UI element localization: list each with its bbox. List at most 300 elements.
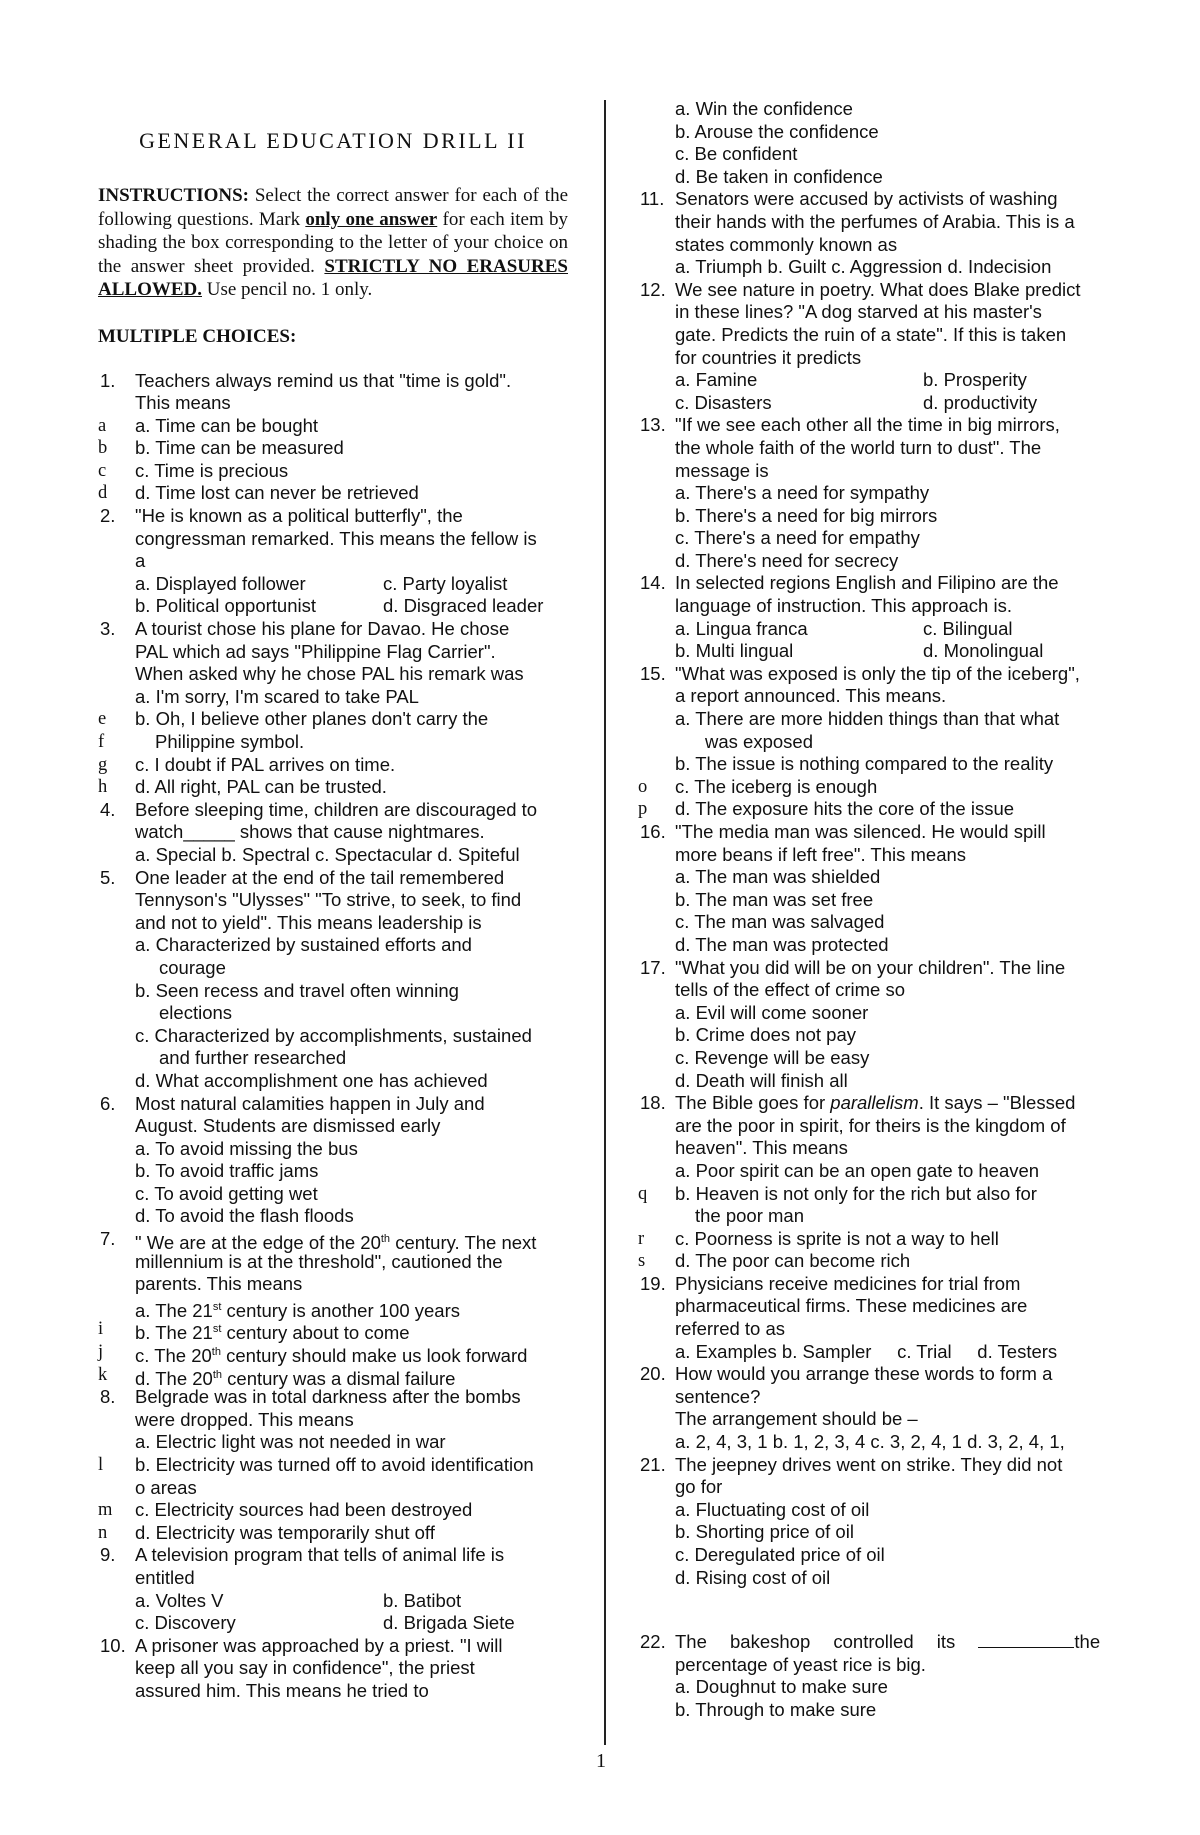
choice-text-part: b. The 21: [135, 1322, 213, 1344]
choice-text: a. Triumph b. Guilt c. Aggression d. Indecision: [675, 256, 1052, 278]
question-17: [638, 957, 1108, 980]
choice-row: [638, 1205, 1108, 1228]
choice-text: b. There's a need for big mirrors: [675, 504, 938, 526]
question-line: [638, 347, 1108, 370]
choice-row: [98, 934, 568, 957]
question-3: [98, 618, 568, 641]
question-18: [638, 1092, 1108, 1115]
choice-text: b. To avoid traffic jams: [135, 1160, 319, 1182]
question-line: [638, 301, 1108, 324]
choice-text: b. Arouse the confidence: [675, 120, 879, 142]
choice-text: c. Electricity sources had been destroyed: [135, 1499, 473, 1521]
choice-row: [638, 1521, 1108, 1544]
choice-text: a. There's a need for sympathy: [675, 482, 930, 504]
question-number: 7.: [100, 1228, 116, 1250]
choice-row: [638, 392, 1108, 415]
choice-text: a. Time can be bought: [135, 414, 319, 436]
superscript: th: [212, 1368, 223, 1381]
choice-pair: [675, 392, 1108, 415]
question-text: A television program that tells of animal life is: [135, 1544, 505, 1566]
choice-text: d. Monolingual: [923, 640, 1044, 662]
choice-row: [98, 844, 568, 867]
left-column: [98, 128, 568, 1703]
choice-row: [98, 731, 568, 754]
question-line: [98, 550, 568, 573]
choice-text: [675, 1341, 1108, 1364]
question-line: [638, 460, 1108, 483]
question-text: were dropped. This means: [135, 1408, 354, 1430]
choice-text: b. Batibot: [383, 1589, 462, 1611]
choice-text: d. Be taken in confidence: [675, 165, 883, 187]
margin-mark: j: [98, 1342, 104, 1363]
question-number: 6.: [100, 1092, 116, 1114]
choice-text: a. Doughnut to make sure: [675, 1676, 888, 1698]
choice-text: d. Disgraced leader: [383, 595, 544, 617]
question-line: [98, 1409, 568, 1432]
margin-mark: q: [638, 1183, 648, 1204]
margin-mark: e: [98, 709, 107, 730]
choice-text-part: c. The 20: [135, 1345, 212, 1367]
question-14: [638, 572, 1108, 595]
choice-row: [638, 143, 1108, 166]
choice-text-part: c. Trial: [897, 1340, 952, 1362]
margin-mark: g: [98, 754, 108, 775]
choice-row: [638, 1250, 1108, 1273]
question-text: Before sleeping time, children are discouraged to: [135, 798, 538, 820]
question-22: [638, 1631, 1108, 1654]
choice-text: a. Famine: [675, 369, 758, 391]
choice-row: [98, 573, 568, 596]
question-number: 1.: [100, 369, 116, 391]
question-text: Tennyson's "Ulysses" "To strive, to seek, to find: [135, 889, 522, 911]
choice-row: [638, 776, 1108, 799]
question-text: parents. This means: [135, 1273, 303, 1295]
margin-mark: i: [98, 1319, 104, 1340]
choice-row: [98, 1477, 568, 1500]
margin-mark: h: [98, 777, 108, 798]
choice-text: a. The man was shielded: [675, 866, 881, 888]
question-line: [638, 1476, 1108, 1499]
choice-text-part: century was a dismal failure: [227, 1367, 456, 1389]
choice-row: [638, 1228, 1108, 1251]
question-text: How would you arrange these words to form a: [675, 1363, 1053, 1385]
page-title: GENERAL EDUCATION DRILL II: [139, 128, 527, 153]
question-line: [98, 1251, 568, 1274]
choice-text: o areas: [135, 1476, 197, 1498]
question-9: [98, 1544, 568, 1567]
choice-row: [98, 1047, 568, 1070]
question-number: 4.: [100, 798, 116, 820]
margin-mark: s: [638, 1251, 646, 1272]
question-text: tells of the effect of crime so: [675, 979, 905, 1001]
question-number: 8.: [100, 1386, 116, 1408]
question-number: 2.: [100, 505, 116, 527]
choice-text-part: d. Testers: [977, 1340, 1058, 1362]
question-line: [638, 685, 1108, 708]
question-text: entitled: [135, 1566, 195, 1588]
question-number: 15.: [640, 662, 666, 684]
question-number: 21.: [640, 1453, 666, 1475]
question-line: [638, 1115, 1108, 1138]
choice-text: elections: [159, 1002, 233, 1024]
choice-text: b. Prosperity: [923, 369, 1027, 391]
choice-row: [98, 482, 568, 505]
choice-row: [98, 708, 568, 731]
question-text: congressman remarked. This means the fellow is: [135, 527, 537, 549]
question-text: This means: [135, 392, 231, 414]
choice-row: [638, 1431, 1108, 1454]
question-text: [675, 1092, 1108, 1115]
instructions-text-2: for each item by shading the box corresponding to the letter of your choice on the answer sheet provided.: [98, 208, 568, 277]
choice-text: c. To avoid getting wet: [135, 1182, 318, 1204]
choice-text: Philippine symbol.: [155, 731, 305, 752]
choice-row: [638, 1024, 1108, 1047]
question-number: 12.: [640, 278, 666, 300]
choice-text: a. Lingua franca: [675, 617, 808, 639]
question-number: 17.: [640, 956, 666, 978]
question-text: A tourist chose his plane for Davao. He chose: [135, 618, 510, 640]
choice-row: [98, 1296, 568, 1319]
choice-row: [638, 708, 1108, 731]
choice-text: c. Revenge will be easy: [675, 1046, 870, 1068]
question-text: keep all you say in confidence", the priest: [135, 1657, 475, 1679]
choice-text: a. Characterized by sustained efforts and: [135, 934, 472, 956]
choice-row: [638, 1183, 1108, 1206]
question-2: [98, 505, 568, 528]
choice-text: b. Political opportunist: [135, 595, 316, 617]
choice-text: b. Shorting price of oil: [675, 1521, 854, 1543]
question-13: [638, 414, 1108, 437]
choice-text: c. Poorness is sprite is not a way to hell: [675, 1227, 999, 1249]
choice-row: [638, 505, 1108, 528]
choice-text: d. Time lost can never be retrieved: [135, 482, 419, 504]
question-text: When asked why he chose PAL his remark was: [135, 663, 524, 685]
choice-text-part: century about to come: [226, 1322, 410, 1344]
question-text: We see nature in poetry. What does Blake predict: [675, 278, 1081, 300]
question-number: 22.: [640, 1631, 666, 1653]
question-text: gate. Predicts the ruin of a state". If this is taken: [675, 323, 1067, 345]
question-4: [98, 799, 568, 822]
choice-row: [638, 1499, 1108, 1522]
question-19: [638, 1273, 1108, 1296]
choice-row: [638, 798, 1108, 821]
question-line: [98, 1680, 568, 1703]
choice-text-part: a. Examples b. Sampler: [675, 1340, 872, 1362]
question-line: [638, 844, 1108, 867]
question-text: In selected regions English and Filipino are the: [675, 572, 1059, 594]
choice-text: b. Heaven is not only for the rich but also for: [675, 1182, 1037, 1204]
choice-text: c. Time is precious: [135, 459, 289, 481]
margin-mark: l: [98, 1455, 104, 1475]
choice-row: [638, 618, 1108, 641]
choice-row: [638, 482, 1108, 505]
question-line: [638, 1295, 1108, 1318]
superscript: th: [211, 1346, 221, 1359]
question-text: in these lines? "A dog starved at his master's: [675, 301, 1042, 323]
superscript: st: [212, 1300, 222, 1313]
question-text: "What you did will be on your children". The line: [675, 956, 1066, 978]
choice-row: [98, 1002, 568, 1025]
choice-row: [98, 776, 568, 799]
question-text: go for: [675, 1476, 723, 1498]
margin-mark: k: [98, 1364, 108, 1385]
choice-text: and further researched: [159, 1047, 347, 1069]
margin-mark: n: [98, 1522, 108, 1543]
choice-pair: [675, 618, 1108, 641]
choice-row: [638, 889, 1108, 912]
choice-text: c. Discovery: [135, 1612, 236, 1634]
question-21: [638, 1454, 1108, 1477]
choice-text: a. There are more hidden things than that what: [675, 708, 1060, 730]
question-text: Teachers always remind us that "time is gold".: [135, 369, 512, 391]
choice-text: d. The poor can become rich: [675, 1250, 911, 1272]
choice-row: [98, 460, 568, 483]
choice-text: b. The man was set free: [675, 888, 874, 910]
choice-pair: [675, 369, 1108, 392]
choice-text-part: century should make us look forward: [226, 1345, 528, 1367]
question-1: [98, 370, 568, 393]
choice-row: [98, 686, 568, 709]
choice-text: was exposed: [705, 730, 813, 752]
question-text: A prisoner was approached by a priest. "I will: [135, 1634, 503, 1656]
question-number: 20.: [640, 1363, 666, 1385]
choice-row: [98, 957, 568, 980]
question-text: PAL which ad says "Philippine Flag Carrier".: [135, 640, 496, 662]
choice-text-part: century is another 100 years: [226, 1300, 460, 1321]
question-5: [98, 867, 568, 890]
choice-row: [638, 1070, 1108, 1093]
superscript: th: [380, 1233, 391, 1246]
question-11: [638, 188, 1108, 211]
question-line: [98, 912, 568, 935]
question-line: [98, 641, 568, 664]
question-line: [638, 1137, 1108, 1160]
question-text: heaven". This means: [675, 1137, 848, 1159]
choice-row: [638, 1567, 1108, 1590]
choice-row: [98, 1364, 568, 1387]
choice-row: [638, 1047, 1108, 1070]
question-line: [98, 889, 568, 912]
choice-row: [638, 98, 1108, 121]
question-16: [638, 821, 1108, 844]
choice-text: d. There's need for secrecy: [675, 549, 899, 571]
instructions-strict: STRICTLY NO ERASURES ALLOWED.: [98, 255, 568, 300]
choice-pair: [675, 640, 1108, 663]
question-line: [638, 1654, 1108, 1677]
superscript: st: [212, 1323, 222, 1336]
question-text: pharmaceutical firms. These medicines are: [675, 1295, 1028, 1317]
question-line: [638, 324, 1108, 347]
question-text: percentage of yeast rice is big.: [675, 1653, 926, 1675]
question-number: 3.: [100, 618, 116, 640]
question-number: 11.: [640, 188, 665, 210]
instructions-label: INSTRUCTIONS:: [98, 185, 249, 206]
question-text: the whole faith of the world turn to dust". The: [675, 436, 1042, 458]
question-15: [638, 663, 1108, 686]
question-text-part: " We are at the edge of the 20: [135, 1232, 381, 1254]
question-line: [638, 979, 1108, 1002]
margin-mark: c: [98, 460, 107, 481]
question-text: millennium is at the threshold", cautioned the: [135, 1250, 503, 1272]
choice-row: [638, 550, 1108, 573]
margin-mark: a: [98, 415, 107, 436]
margin-mark: o: [638, 776, 648, 797]
choice-row: [98, 1205, 568, 1228]
question-number: 19.: [640, 1272, 666, 1294]
choice-row: [98, 1025, 568, 1048]
choice-text: a. Electric light was not needed in war: [135, 1431, 446, 1453]
question-text: Most natural calamities happen in July and: [135, 1092, 485, 1114]
question-line: [638, 234, 1108, 257]
question-8: [98, 1386, 568, 1409]
choice-row: [98, 754, 568, 777]
question-text: One leader at the end of the tail remembered: [135, 866, 505, 888]
question-line: [98, 392, 568, 415]
instructions: [98, 184, 568, 302]
question-20: [638, 1363, 1108, 1386]
choice-text: c. Be confident: [675, 143, 798, 165]
question-text: The arrangement should be –: [675, 1408, 918, 1430]
question-text: "If we see each other all the time in big mirrors,: [675, 414, 1060, 436]
choice-row: [98, 980, 568, 1003]
choice-text: a. To avoid missing the bus: [135, 1137, 358, 1159]
question-text: "What was exposed is only the tip of the iceberg",: [675, 662, 1080, 684]
choice-row: [98, 1341, 568, 1367]
question-text: are the poor in spirit, for theirs is the kingdom of: [675, 1114, 1066, 1136]
question-text: and not to yield". This means leadership is: [135, 911, 482, 933]
choice-row: [638, 369, 1108, 392]
choice-row: [98, 1183, 568, 1206]
question-10: [98, 1635, 568, 1658]
choice-row: [638, 1341, 1108, 1364]
choice-text-part: a. The 21: [135, 1300, 213, 1321]
question-text: a report announced. This means.: [675, 685, 947, 707]
choice-pair: [135, 1590, 568, 1613]
question-text: Senators were accused by activists of washing: [675, 188, 1058, 210]
choice-row: [638, 1676, 1108, 1699]
choice-row: [98, 1612, 568, 1635]
choice-row: [638, 166, 1108, 189]
right-column: [638, 98, 1108, 1722]
choice-row: [638, 753, 1108, 776]
question-number: 13.: [640, 414, 666, 436]
instructions-emphasis: only one answer: [305, 208, 438, 230]
choice-row: [98, 1318, 568, 1344]
choice-text: a. Special b. Spectral c. Spectacular d. Spiteful: [135, 843, 520, 865]
question-text: Belgrade was in total darkness after the bombs: [135, 1386, 521, 1408]
choice-text: a. Voltes V: [135, 1589, 224, 1611]
question-text-part: The Bible goes for: [675, 1092, 831, 1114]
question-text-part: the: [1074, 1631, 1101, 1653]
choice-pair: [135, 1612, 568, 1635]
choice-row: [638, 256, 1108, 279]
question-text: August. Students are dismissed early: [135, 1115, 441, 1137]
choice-row: [98, 1160, 568, 1183]
choice-text: b. Time can be measured: [135, 437, 344, 459]
choice-row: [638, 934, 1108, 957]
instructions-text-3: Use pencil no. 1 only.: [206, 279, 373, 300]
question-text: a: [135, 550, 146, 572]
choice-text: a. 2, 4, 3, 1 b. 1, 2, 3, 4 c. 3, 2, 4, 1 d. 3, 2, 4, 1,: [675, 1431, 1065, 1453]
question-line: [638, 1318, 1108, 1341]
choice-row: [98, 1070, 568, 1093]
section-heading: MULTIPLE CHOICES:: [98, 325, 297, 347]
question-text: assured him. This means he tried to: [135, 1679, 429, 1701]
question-text-part: . It says – "Blessed: [918, 1092, 1076, 1114]
question-text: for countries it predicts: [675, 346, 862, 368]
choice-row: [98, 1590, 568, 1613]
question-line: [638, 211, 1108, 234]
margin-mark: d: [98, 483, 108, 504]
choice-row: [638, 1699, 1108, 1722]
choice-row: [98, 595, 568, 618]
margin-mark: m: [98, 1500, 113, 1521]
choice-row: [638, 866, 1108, 889]
choice-row: [98, 1522, 568, 1545]
choice-text: b. Seen recess and travel often winning: [135, 979, 459, 1001]
question-text: The jeepney drives went on strike. They did not: [675, 1453, 1063, 1475]
choice-text: a. Win the confidence: [675, 98, 853, 119]
choice-text: a. Evil will come sooner: [675, 1001, 869, 1023]
column-divider: [604, 100, 606, 1745]
choice-text-part: d. The 20: [135, 1367, 213, 1389]
question-text: message is: [675, 459, 769, 481]
choice-row: [98, 415, 568, 438]
choice-row: [638, 1002, 1108, 1025]
margin-mark: f: [98, 732, 105, 752]
question-text: referred to as: [675, 1318, 786, 1340]
choice-text: d. The exposure hits the core of the issue: [675, 798, 1015, 820]
choice-text: c. Characterized by accomplishments, sustained: [135, 1024, 532, 1046]
choice-text: the poor man: [695, 1205, 805, 1227]
question-number: 9.: [100, 1544, 116, 1566]
choice-text: d. All right, PAL can be trusted.: [135, 776, 387, 798]
choice-text: b. Crime does not pay: [675, 1024, 856, 1046]
question-number: 16.: [640, 821, 666, 842]
question-number: 10.: [100, 1634, 126, 1656]
choice-text: d. Brigada Siete: [383, 1612, 515, 1634]
choice-row: [638, 1160, 1108, 1183]
question-text: "He is known as a political butterfly", the: [135, 505, 463, 527]
question-text: sentence?: [675, 1385, 761, 1407]
question-7: [98, 1228, 568, 1254]
choice-text: b. Multi lingual: [675, 640, 794, 662]
choice-row: [638, 1544, 1108, 1567]
question-line: [98, 821, 568, 844]
choice-row: [98, 1454, 568, 1477]
choice-text: d. What accomplishment one has achieved: [135, 1069, 488, 1091]
question-text: language of instruction. This approach is.: [675, 595, 1012, 617]
choice-text: b. Electricity was turned off to avoid identification: [135, 1454, 534, 1475]
question-line: [98, 1657, 568, 1680]
question-line: [638, 595, 1108, 618]
question-text-part: The bakeshop controlled its: [675, 1631, 956, 1653]
choice-text: d. To avoid the flash floods: [135, 1205, 354, 1227]
question-line: [638, 1386, 1108, 1409]
question-text: states commonly known as: [675, 233, 898, 255]
question-text: their hands with the perfumes of Arabia. This is a: [675, 210, 1075, 232]
choice-pair: [135, 573, 568, 596]
question-6: [98, 1093, 568, 1116]
question-text: [675, 1631, 1108, 1654]
question-line: [98, 663, 568, 686]
choice-text: a. Displayed follower: [135, 572, 306, 594]
choice-text: d. Rising cost of oil: [675, 1566, 831, 1588]
spacer: [638, 1589, 1108, 1631]
question-text: more beans if left free". This means: [675, 843, 967, 865]
choice-text: b. Through to make sure: [675, 1698, 877, 1720]
choice-text: c. Party loyalist: [383, 572, 508, 594]
